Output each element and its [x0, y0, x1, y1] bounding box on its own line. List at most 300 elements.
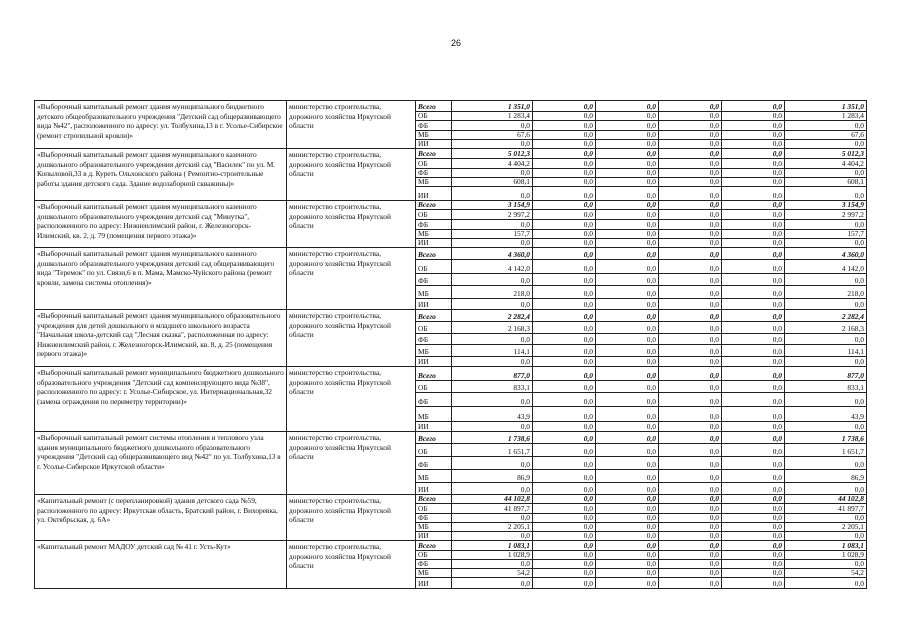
amount-cell: 0,0	[533, 187, 596, 201]
amount-cell: 1 083,1	[785, 541, 867, 551]
amount-cell: 0,0	[533, 201, 596, 210]
amount-cell: 0,0	[596, 357, 659, 367]
amount-cell: 0,0	[533, 504, 596, 514]
amount-cell: 0,0	[533, 407, 596, 422]
amount-cell: 0,0	[722, 444, 785, 457]
amount-cell: 0,0	[722, 541, 785, 551]
funding-source: ИИ	[416, 140, 452, 149]
amount-cell: 0,0	[533, 274, 596, 286]
amount-cell: 0,0	[659, 569, 722, 578]
amount-cell: 0,0	[596, 345, 659, 357]
amount-cell: 0,0	[722, 322, 785, 334]
amount-cell: 4 142,0	[452, 260, 533, 274]
amount-cell: 0,0	[659, 495, 722, 504]
amount-cell: 0,0	[533, 569, 596, 578]
amount-cell: 0,0	[722, 551, 785, 560]
project-description: «Выборочный капитальный ремонт здания муниципального казенного дошкольного образовательного учреждения детский сад "Минутка", расположенного по адресу: Нижнеилимский район, г. Железногорск-Илимский, кв. 2, д. 79 (помещения первого этажа)»	[35, 201, 287, 248]
amount-cell: 877,0	[785, 367, 867, 381]
amount-cell: 1 738,6	[785, 432, 867, 444]
amount-cell: 0,0	[785, 560, 867, 569]
amount-cell: 0,0	[659, 504, 722, 514]
amount-cell: 0,0	[722, 504, 785, 514]
amount-cell: 218,0	[452, 286, 533, 299]
amount-cell: 0,0	[659, 169, 722, 178]
amount-cell: 54,2	[452, 569, 533, 578]
amount-cell: 114,1	[452, 345, 533, 357]
amount-cell: 0,0	[533, 334, 596, 345]
amount-cell: 0,0	[785, 299, 867, 310]
funding-source: ИИ	[416, 187, 452, 201]
funding-source: ИИ	[416, 532, 452, 541]
amount-cell: 0,0	[452, 187, 533, 201]
amount-cell: 0,0	[452, 532, 533, 541]
amount-cell: 0,0	[785, 187, 867, 201]
amount-cell: 0,0	[722, 514, 785, 523]
funding-source: МБ	[416, 407, 452, 422]
amount-cell: 833,1	[452, 381, 533, 393]
amount-cell: 0,0	[533, 457, 596, 470]
amount-cell: 0,0	[785, 514, 867, 523]
amount-cell: 0,0	[452, 140, 533, 149]
amount-cell: 0,0	[596, 178, 659, 187]
amount-cell: 0,0	[722, 286, 785, 299]
amount-cell: 0,0	[722, 230, 785, 239]
amount-cell: 3 154,9	[785, 201, 867, 210]
funding-source: ОБ	[416, 260, 452, 274]
amount-cell: 0,0	[659, 444, 722, 457]
table-row	[35, 201, 867, 210]
amount-cell: 0,0	[533, 523, 596, 532]
amount-cell: 0,0	[596, 112, 659, 121]
amount-cell: 0,0	[452, 121, 533, 131]
amount-cell: 0,0	[533, 112, 596, 121]
funding-source: ФБ	[416, 560, 452, 569]
amount-cell: 218,0	[785, 286, 867, 299]
amount-cell: 0,0	[659, 121, 722, 131]
amount-cell: 0,0	[659, 345, 722, 357]
project-description: «Капитальный ремонт (с перепланировкой) здания детского сада №59, расположенного по адресу: Иркутская область, Братский район, г. Вихоревка, ул. Октябрьская, д. 6А»	[35, 495, 287, 541]
amount-cell: 1 351,0	[785, 101, 867, 112]
amount-cell: 608,1	[452, 178, 533, 187]
funding-source: ИИ	[416, 357, 452, 367]
amount-cell: 4 404,2	[452, 159, 533, 169]
amount-cell: 0,0	[722, 239, 785, 248]
funding-table	[34, 100, 867, 589]
amount-cell: 0,0	[533, 101, 596, 112]
amount-cell: 1 651,7	[785, 444, 867, 457]
funding-source: МБ	[416, 230, 452, 239]
amount-cell: 0,0	[722, 140, 785, 149]
amount-cell: 0,0	[533, 169, 596, 178]
amount-cell: 0,0	[596, 407, 659, 422]
amount-cell: 0,0	[722, 357, 785, 367]
funding-source: МБ	[416, 569, 452, 578]
amount-cell: 0,0	[722, 345, 785, 357]
funding-source: ИИ	[416, 578, 452, 589]
amount-cell: 0,0	[722, 187, 785, 201]
amount-cell: 0,0	[452, 334, 533, 345]
amount-cell: 0,0	[452, 560, 533, 569]
amount-cell: 0,0	[452, 393, 533, 407]
amount-cell: 1 738,6	[452, 432, 533, 444]
funding-source: ФБ	[416, 393, 452, 407]
amount-cell: 0,0	[596, 422, 659, 432]
amount-cell: 0,0	[659, 286, 722, 299]
amount-cell: 0,0	[785, 239, 867, 248]
amount-cell: 0,0	[659, 483, 722, 495]
amount-cell: 1 351,0	[452, 101, 533, 112]
funding-source: Всего	[416, 101, 452, 112]
amount-cell: 0,0	[596, 578, 659, 589]
amount-cell: 0,0	[533, 422, 596, 432]
amount-cell: 0,0	[659, 393, 722, 407]
funding-source: МБ	[416, 470, 452, 483]
amount-cell: 0,0	[452, 299, 533, 310]
table-row	[35, 541, 867, 551]
amount-cell: 0,0	[533, 560, 596, 569]
amount-cell: 0,0	[596, 560, 659, 569]
funding-source: Всего	[416, 201, 452, 210]
amount-cell: 0,0	[785, 140, 867, 149]
amount-cell: 86,9	[452, 470, 533, 483]
funding-source: ОБ	[416, 112, 452, 121]
amount-cell: 41 897,7	[452, 504, 533, 514]
amount-cell: 0,0	[785, 274, 867, 286]
table-row	[35, 495, 867, 504]
funding-source: Всего	[416, 432, 452, 444]
amount-cell: 0,0	[785, 532, 867, 541]
amount-cell: 0,0	[596, 220, 659, 230]
amount-cell: 0,0	[722, 101, 785, 112]
amount-cell: 0,0	[452, 457, 533, 470]
amount-cell: 0,0	[452, 220, 533, 230]
amount-cell: 0,0	[452, 169, 533, 178]
project-description: «Капитальный ремонт МАДОУ детский сад № 41 г. Усть-Кут»	[35, 541, 287, 589]
funding-source: ФБ	[416, 274, 452, 286]
amount-cell: 0,0	[596, 495, 659, 504]
amount-cell: 0,0	[722, 432, 785, 444]
amount-cell: 0,0	[722, 393, 785, 407]
amount-cell: 0,0	[533, 357, 596, 367]
amount-cell: 2 282,4	[452, 310, 533, 322]
amount-cell: 86,9	[785, 470, 867, 483]
funding-source: ФБ	[416, 220, 452, 230]
amount-cell: 0,0	[596, 444, 659, 457]
amount-cell: 0,0	[452, 578, 533, 589]
amount-cell: 833,1	[785, 381, 867, 393]
amount-cell: 0,0	[596, 187, 659, 201]
funding-source: ОБ	[416, 159, 452, 169]
amount-cell: 0,0	[533, 345, 596, 357]
amount-cell: 0,0	[452, 483, 533, 495]
amount-cell: 0,0	[452, 357, 533, 367]
amount-cell: 0,0	[722, 248, 785, 260]
amount-cell: 0,0	[533, 286, 596, 299]
amount-cell: 0,0	[452, 239, 533, 248]
amount-cell: 0,0	[533, 483, 596, 495]
amount-cell: 0,0	[596, 121, 659, 131]
amount-cell: 0,0	[722, 334, 785, 345]
funding-source: ФБ	[416, 334, 452, 345]
amount-cell: 0,0	[659, 230, 722, 239]
amount-cell: 0,0	[533, 178, 596, 187]
amount-cell: 1 283,4	[785, 112, 867, 121]
amount-cell: 0,0	[533, 220, 596, 230]
amount-cell: 4 142,0	[785, 260, 867, 274]
amount-cell: 2 997,2	[452, 210, 533, 220]
amount-cell: 0,0	[659, 470, 722, 483]
amount-cell: 0,0	[596, 260, 659, 274]
amount-cell: 0,0	[533, 260, 596, 274]
project-description: «Выборочный капитальный ремонт системы отопления и теплового узла здания муниципального бюджетного дошкольного образовательного учреждения "Детский сад общеразвивающего вид №42" по ул. Толбухина,13 в г. Усолье-Сибирское Иркутской области»	[35, 432, 287, 495]
amount-cell: 0,0	[596, 367, 659, 381]
amount-cell: 0,0	[596, 569, 659, 578]
amount-cell: 0,0	[722, 112, 785, 121]
amount-cell: 0,0	[596, 140, 659, 149]
funding-source: ИИ	[416, 483, 452, 495]
funding-source: ОБ	[416, 322, 452, 334]
amount-cell: 1 028,9	[452, 551, 533, 560]
funding-source: Всего	[416, 149, 452, 159]
amount-cell: 0,0	[722, 407, 785, 422]
amount-cell: 0,0	[533, 248, 596, 260]
amount-cell: 0,0	[659, 310, 722, 322]
amount-cell: 0,0	[785, 578, 867, 589]
project-description: «Выборочный капитальный ремонт муниципального бюджетного дошкольного образовательного учреждения "Детский сад компенсирующего вида №38", расположенного по адресу: г. Усолье-Сибирское, ул. Интернациональная,32 (замена ограждения по периметру территории)»	[35, 367, 287, 432]
amount-cell: 43,9	[452, 407, 533, 422]
project-executor: министерство строительства, дорожного хозяйства Иркутской области	[287, 367, 416, 432]
amount-cell: 0,0	[596, 514, 659, 523]
amount-cell: 0,0	[533, 541, 596, 551]
amount-cell: 0,0	[659, 149, 722, 159]
amount-cell: 67,6	[452, 131, 533, 140]
amount-cell: 0,0	[722, 201, 785, 210]
amount-cell: 0,0	[785, 121, 867, 131]
amount-cell: 0,0	[533, 532, 596, 541]
amount-cell: 67,6	[785, 131, 867, 140]
amount-cell: 0,0	[659, 578, 722, 589]
amount-cell: 0,0	[659, 178, 722, 187]
funding-source: МБ	[416, 178, 452, 187]
amount-cell: 0,0	[659, 140, 722, 149]
amount-cell: 0,0	[596, 230, 659, 239]
amount-cell: 0,0	[722, 578, 785, 589]
project-executor: министерство строительства, дорожного хозяйства Иркутской области	[287, 432, 416, 495]
amount-cell: 0,0	[722, 381, 785, 393]
amount-cell: 0,0	[722, 560, 785, 569]
amount-cell: 0,0	[596, 169, 659, 178]
amount-cell: 0,0	[596, 541, 659, 551]
amount-cell: 0,0	[722, 169, 785, 178]
amount-cell: 1 083,1	[452, 541, 533, 551]
page-number: 26	[450, 38, 461, 48]
table-row	[35, 310, 867, 322]
amount-cell: 0,0	[659, 541, 722, 551]
amount-cell: 0,0	[533, 393, 596, 407]
amount-cell: 0,0	[533, 470, 596, 483]
amount-cell: 0,0	[722, 457, 785, 470]
amount-cell: 0,0	[659, 457, 722, 470]
project-description: «Выборочный капитальный ремонт здания муниципального бюджетного детского общеобразовательного учреждения "Детский сад общеразвивающего вида №42", расположенного по адресу: ул. Толбухина,13 в г. Усолье-Сибирское (ремонт стропильной кровли)»	[35, 101, 287, 149]
amount-cell: 0,0	[596, 210, 659, 220]
amount-cell: 0,0	[533, 210, 596, 220]
amount-cell: 2 205,1	[452, 523, 533, 532]
project-executor: министерство строительства, дорожного хозяйства Иркутской области	[287, 310, 416, 367]
amount-cell: 41 897,7	[785, 504, 867, 514]
funding-source: МБ	[416, 345, 452, 357]
project-description: «Выборочный капитальный ремонт здания муниципального образовательного учреждения для детей дошкольного и младшего школьного возраста "Начальная школа-детский сад "Лесная сказка", расположенная по адресу: Нижнеилимский район, г. Железногорск-Илимский, кв. 8, д. 25 (помещения первого этажа)»	[35, 310, 287, 367]
funding-source: ИИ	[416, 299, 452, 310]
amount-cell: 0,0	[659, 551, 722, 560]
table-row	[35, 149, 867, 159]
funding-source: Всего	[416, 541, 452, 551]
table-body	[35, 101, 867, 589]
amount-cell: 0,0	[722, 495, 785, 504]
amount-cell: 114,1	[785, 345, 867, 357]
amount-cell: 0,0	[722, 483, 785, 495]
amount-cell: 0,0	[659, 112, 722, 121]
amount-cell: 4 360,0	[785, 248, 867, 260]
amount-cell: 0,0	[452, 274, 533, 286]
amount-cell: 0,0	[659, 131, 722, 140]
amount-cell: 157,7	[785, 230, 867, 239]
amount-cell: 0,0	[596, 393, 659, 407]
amount-cell: 0,0	[659, 210, 722, 220]
amount-cell: 0,0	[785, 169, 867, 178]
amount-cell: 608,1	[785, 178, 867, 187]
amount-cell: 0,0	[596, 131, 659, 140]
amount-cell: 0,0	[659, 248, 722, 260]
amount-cell: 0,0	[659, 422, 722, 432]
amount-cell: 0,0	[722, 569, 785, 578]
amount-cell: 0,0	[533, 159, 596, 169]
amount-cell: 0,0	[452, 422, 533, 432]
amount-cell: 0,0	[659, 357, 722, 367]
funding-source: МБ	[416, 286, 452, 299]
amount-cell: 0,0	[533, 299, 596, 310]
project-executor: министерство строительства, дорожного хозяйства Иркутской области	[287, 101, 416, 149]
funding-source: МБ	[416, 523, 452, 532]
amount-cell: 0,0	[596, 470, 659, 483]
amount-cell: 0,0	[722, 310, 785, 322]
amount-cell: 2 997,2	[785, 210, 867, 220]
amount-cell: 0,0	[722, 422, 785, 432]
amount-cell: 0,0	[596, 457, 659, 470]
funding-source: Всего	[416, 248, 452, 260]
amount-cell: 0,0	[596, 483, 659, 495]
project-executor: министерство строительства, дорожного хозяйства Иркутской области	[287, 149, 416, 201]
amount-cell: 0,0	[785, 357, 867, 367]
amount-cell: 2 282,4	[785, 310, 867, 322]
funding-source: ФБ	[416, 457, 452, 470]
funding-source: ОБ	[416, 504, 452, 514]
amount-cell: 0,0	[659, 220, 722, 230]
amount-cell: 0,0	[722, 367, 785, 381]
amount-cell: 1 651,7	[452, 444, 533, 457]
amount-cell: 0,0	[722, 299, 785, 310]
amount-cell: 4 404,2	[785, 159, 867, 169]
amount-cell: 0,0	[659, 381, 722, 393]
amount-cell: 2 168,3	[452, 322, 533, 334]
amount-cell: 0,0	[596, 523, 659, 532]
amount-cell: 0,0	[659, 514, 722, 523]
amount-cell: 0,0	[533, 551, 596, 560]
funding-source: ОБ	[416, 381, 452, 393]
funding-source: Всего	[416, 310, 452, 322]
amount-cell: 0,0	[533, 578, 596, 589]
funding-source: ОБ	[416, 444, 452, 457]
amount-cell: 0,0	[596, 310, 659, 322]
amount-cell: 1 028,9	[785, 551, 867, 560]
funding-source: МБ	[416, 131, 452, 140]
funding-source: ФБ	[416, 169, 452, 178]
amount-cell: 0,0	[596, 504, 659, 514]
amount-cell: 3 154,9	[452, 201, 533, 210]
amount-cell: 0,0	[533, 149, 596, 159]
amount-cell: 0,0	[659, 101, 722, 112]
amount-cell: 0,0	[533, 310, 596, 322]
project-executor: министерство строительства, дорожного хозяйства Иркутской области	[287, 248, 416, 310]
amount-cell: 0,0	[722, 523, 785, 532]
table-row	[35, 367, 867, 381]
amount-cell: 0,0	[533, 514, 596, 523]
amount-cell: 0,0	[596, 551, 659, 560]
amount-cell: 43,9	[785, 407, 867, 422]
amount-cell: 0,0	[722, 178, 785, 187]
amount-cell: 0,0	[596, 286, 659, 299]
amount-cell: 0,0	[533, 432, 596, 444]
amount-cell: 0,0	[596, 201, 659, 210]
amount-cell: 0,0	[596, 432, 659, 444]
funding-source: ИИ	[416, 239, 452, 248]
amount-cell: 0,0	[659, 239, 722, 248]
amount-cell: 0,0	[659, 523, 722, 532]
table-row	[35, 101, 867, 112]
amount-cell: 0,0	[659, 159, 722, 169]
funding-source: ИИ	[416, 422, 452, 432]
funding-source: ОБ	[416, 551, 452, 560]
amount-cell: 0,0	[785, 393, 867, 407]
amount-cell: 0,0	[785, 483, 867, 495]
amount-cell: 0,0	[659, 260, 722, 274]
amount-cell: 0,0	[596, 532, 659, 541]
amount-cell: 44 102,8	[785, 495, 867, 504]
amount-cell: 0,0	[533, 121, 596, 131]
amount-cell: 0,0	[596, 248, 659, 260]
amount-cell: 0,0	[722, 149, 785, 159]
amount-cell: 0,0	[533, 367, 596, 381]
amount-cell: 0,0	[533, 322, 596, 334]
amount-cell: 0,0	[785, 422, 867, 432]
amount-cell: 0,0	[659, 299, 722, 310]
amount-cell: 0,0	[659, 532, 722, 541]
amount-cell: 44 102,8	[452, 495, 533, 504]
amount-cell: 0,0	[659, 432, 722, 444]
project-executor: министерство строительства, дорожного хозяйства Иркутской области	[287, 541, 416, 589]
amount-cell: 0,0	[596, 149, 659, 159]
project-description: «Выборочный капитальный ремонт здания муниципального казенного дошкольного образовательного учреждения детский сад "Василек" по ул. М. Копыловой,33 в д. Куреть Ольхонского района ( Ремонтно-строительные работы здания детского сада. Здание водозаборной скважины)»	[35, 149, 287, 201]
amount-cell: 0,0	[659, 367, 722, 381]
amount-cell: 0,0	[722, 532, 785, 541]
funding-source: Всего	[416, 367, 452, 381]
amount-cell: 0,0	[533, 230, 596, 239]
amount-cell: 0,0	[533, 381, 596, 393]
amount-cell: 4 360,0	[452, 248, 533, 260]
amount-cell: 0,0	[659, 334, 722, 345]
amount-cell: 2 168,3	[785, 322, 867, 334]
amount-cell: 0,0	[659, 274, 722, 286]
table-row	[35, 432, 867, 444]
